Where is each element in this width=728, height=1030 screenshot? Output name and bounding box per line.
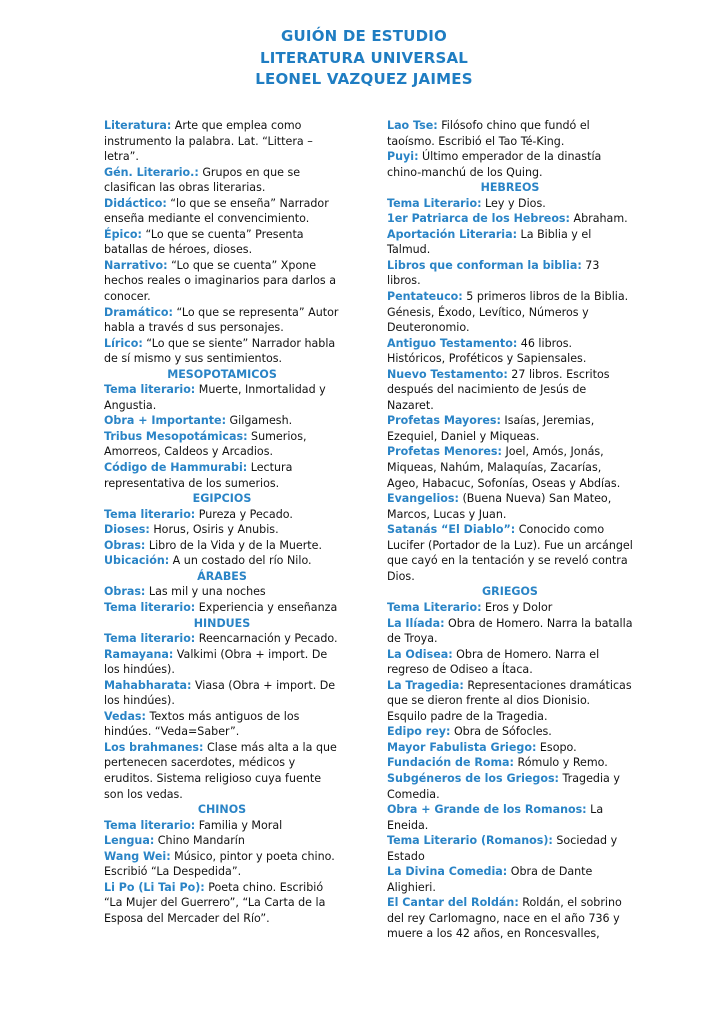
- entry-term: Pentateuco:: [387, 290, 463, 304]
- definition-entry: [387, 755, 633, 771]
- definition-entry: [387, 864, 633, 895]
- definition-entry: [387, 678, 633, 725]
- definition-entry: [104, 600, 340, 616]
- entry-description: “Lo que se cuenta” Presenta batallas de héroes, dioses.: [104, 227, 304, 257]
- definition-entry: [104, 429, 340, 460]
- entry-description: “Lo que se siente” Narrador habla de sí mismo y sus sentimientos.: [104, 336, 336, 366]
- entry-term: Obra + Importante:: [104, 414, 227, 428]
- entry-term: Literatura:: [104, 119, 172, 132]
- entry-description: Textos más antiguos de los hindúes. “Veda=Saber”.: [104, 709, 300, 739]
- entry-description: Las mil y una noches: [145, 585, 266, 599]
- entry-description: Representaciones dramáticas que se dieron frente al dios Dionisio. Esquilo padre de la Tragedia.: [387, 678, 632, 723]
- entry-description: Isaías, Jeremias, Ezequiel, Daniel y Miqueas.: [387, 414, 595, 443]
- definition-entry: [387, 522, 633, 584]
- entry-term: Dioses:: [104, 523, 150, 537]
- entry-term: El Cantar del Roldán:: [387, 896, 519, 910]
- entry-term: Mayor Fabulista Griego:: [387, 740, 537, 754]
- definition-entry: [387, 336, 633, 367]
- entry-term: Tema Literario (Romanos):: [387, 834, 553, 848]
- entry-term: Aportación Literaria:: [387, 227, 518, 241]
- entry-term: Dramático:: [104, 305, 173, 319]
- entry-term: Puyi:: [387, 150, 419, 164]
- entry-description: Lectura representativa de los sumerios.: [104, 461, 293, 490]
- definition-entry: [104, 382, 340, 413]
- entry-term: Subgéneros de los Griegos:: [387, 771, 559, 785]
- title-line-3: LEONEL VAZQUEZ JAIMES: [255, 70, 473, 88]
- entry-description: Obra de Sófocles.: [450, 725, 552, 739]
- entry-term: Tribus Mesopotámicas:: [104, 429, 248, 443]
- entry-term: Narrativo:: [104, 258, 168, 272]
- entry-description: Pureza y Pecado.: [195, 507, 293, 521]
- entry-term: Tema literario:: [104, 507, 196, 521]
- entry-description: Rómulo y Remo.: [513, 756, 608, 770]
- definition-entry: [387, 833, 633, 864]
- entry-term: Evangelios:: [387, 492, 459, 506]
- entry-description: Horus, Osiris y Anubis.: [149, 523, 279, 537]
- entry-description: La Eneida.: [387, 803, 604, 832]
- entry-term: Lao Tse:: [387, 119, 438, 132]
- entry-description: “lo que se enseña” Narrador enseña mediante el convencimiento.: [104, 196, 329, 226]
- definition-entry: [104, 305, 340, 336]
- definition-entry: [387, 647, 633, 678]
- definition-entry: [104, 709, 340, 740]
- definition-entry: [387, 600, 633, 616]
- entry-description: Ley y Dios.: [481, 196, 546, 210]
- definition-entry: [104, 678, 340, 709]
- entry-description: Clase más alta a la que pertenecen sacerdotes, médicos y eruditos. Sistema religioso cuya fuente son los vedas.: [104, 740, 337, 801]
- entry-term: Tema literario:: [104, 600, 196, 614]
- right-column: [387, 118, 633, 942]
- entry-description: Obra de Dante Alighieri.: [387, 865, 593, 894]
- entry-description: Poeta chino. Escribió “La Mujer del Guerrero”, “La Carta de la Esposa del Mercader del Río”.: [104, 880, 326, 925]
- entry-description: Último emperador de la dinastía chino-manchú de los Quing.: [387, 150, 602, 179]
- definition-entry: [387, 491, 633, 522]
- entry-term: La Odisea:: [387, 647, 453, 661]
- definition-entry: [104, 336, 340, 367]
- left-column: [104, 118, 340, 926]
- definition-entry: [104, 258, 340, 305]
- entry-term: Mahabharata:: [104, 678, 192, 692]
- entry-term: Obras:: [104, 585, 146, 599]
- definition-entry: [104, 833, 340, 849]
- entry-description: Grupos en que se clasifican las obras literarias.: [104, 165, 301, 195]
- entry-description: Valkimi (Obra + import. De los hindúes).: [104, 647, 328, 677]
- entry-description: Abraham.: [569, 212, 628, 226]
- entry-term: La Divina Comedia:: [387, 865, 508, 879]
- entry-description: A un costado del río Nilo.: [169, 554, 312, 568]
- definition-entry: [104, 227, 340, 258]
- entry-term: Edipo rey:: [387, 725, 451, 739]
- definition-entry: [387, 771, 633, 802]
- entry-description: Reencarnación y Pecado.: [195, 632, 338, 646]
- section-heading: CHINOS: [197, 803, 247, 817]
- entry-term: Antiguo Testamento:: [387, 336, 518, 350]
- section-heading: MESOPOTAMICOS: [167, 367, 277, 381]
- entry-description: “Lo que se representa” Autor habla a través d sus personajes.: [104, 305, 339, 335]
- definition-entry: [387, 444, 633, 491]
- section-heading: HEBREOS: [480, 181, 540, 195]
- entry-description: Sociedad y Estado: [387, 834, 618, 863]
- definition-entry: [104, 538, 340, 554]
- definition-entry: [104, 165, 340, 196]
- definition-entry: [387, 258, 633, 289]
- entry-term: Tema literario:: [104, 383, 196, 397]
- entry-description: (Buena Nueva) San Mateo, Marcos, Lucas y Juan.: [387, 492, 612, 521]
- section-heading: HINDUES: [193, 616, 251, 630]
- entry-term: Tema Literario:: [387, 196, 482, 210]
- definition-entry: [104, 584, 340, 600]
- definition-entry: [387, 149, 633, 180]
- entry-description: Arte que emplea como instrumento la palabra. Lat. “Littera – letra”.: [104, 119, 313, 164]
- entry-term: Tema literario:: [104, 632, 196, 646]
- definition-entry: [387, 724, 633, 740]
- entry-term: Lengua:: [104, 834, 155, 848]
- entry-term: Li Po (Li Tai Po):: [104, 880, 205, 894]
- definition-entry: [104, 553, 340, 569]
- entry-description: Experiencia y enseñanza: [195, 600, 338, 614]
- entry-description: Tragedia y Comedia.: [387, 771, 620, 801]
- entry-term: Didáctico:: [104, 196, 167, 210]
- definition-entry: [387, 211, 633, 227]
- entry-description: Chino Mandarín: [154, 834, 245, 848]
- definition-entry: [104, 647, 340, 678]
- entry-description: Libro de la Vida y de la Muerte.: [145, 538, 323, 552]
- definition-entry: [387, 413, 633, 444]
- section-heading: GRIEGOS: [482, 585, 538, 599]
- definition-entry: [387, 196, 633, 212]
- entry-term: Tema literario:: [104, 818, 196, 832]
- entry-term: Fundación de Roma:: [387, 756, 514, 770]
- definition-entry: [387, 227, 633, 258]
- entry-description: Viasa (Obra + import. De los hindúes).: [104, 678, 336, 708]
- definition-entry: [387, 616, 633, 647]
- definition-entry: [387, 802, 633, 833]
- entry-term: La Tragedia:: [387, 678, 464, 692]
- definition-entry: [104, 413, 340, 429]
- definition-entry: [104, 460, 340, 491]
- entry-description: “Lo que se cuenta” Xpone hechos reales o imaginarios para darlos a conocer.: [104, 258, 337, 304]
- entry-term: La Ilíada:: [387, 616, 445, 630]
- title-line-2: LITERATURA UNIVERSAL: [259, 48, 469, 67]
- definition-entry: [104, 740, 340, 802]
- definition-entry: [387, 118, 633, 149]
- entry-description: 73 libros.: [387, 258, 600, 288]
- entry-term: Libros que conforman la biblia:: [387, 258, 582, 272]
- definition-entry: [104, 507, 340, 523]
- definition-entry: [104, 631, 340, 647]
- entry-term: Vedas:: [104, 709, 146, 723]
- entry-description: Muerte, Inmortalidad y Angustia.: [104, 383, 326, 412]
- entry-term: Ubicación:: [104, 554, 170, 568]
- entry-term: Gén. Literario.:: [104, 165, 199, 179]
- definition-entry: [104, 818, 340, 834]
- definition-entry: [104, 196, 340, 227]
- entry-term: 1er Patriarca de los Hebreos:: [387, 212, 570, 226]
- entry-term: Lírico:: [104, 336, 143, 350]
- entry-description: Eros y Dolor: [481, 600, 553, 614]
- definition-entry: [387, 895, 633, 942]
- definition-entry: [387, 740, 633, 756]
- entry-term: Nuevo Testamento:: [387, 367, 508, 381]
- section-heading: EGIPCIOS: [192, 492, 252, 506]
- entry-description: 5 primeros libros de la Biblia. Génesis, Éxodo, Levítico, Números y Deuteronomio.: [387, 290, 629, 335]
- entry-description: 27 libros. Escritos después del nacimiento de Jesús de Nazaret.: [387, 367, 610, 412]
- entry-description: Gilgamesh.: [226, 414, 293, 428]
- entry-description: La Biblia y el Talmud.: [387, 227, 592, 257]
- entry-term: Tema Literario:: [387, 600, 482, 614]
- definition-entry: [104, 522, 340, 538]
- entry-term: Obra + Grande de los Romanos:: [387, 803, 587, 817]
- entry-term: Obras:: [104, 538, 146, 552]
- entry-term: Profetas Menores:: [387, 445, 502, 459]
- document-title: [0, 26, 728, 91]
- definition-entry: [387, 289, 633, 336]
- entry-term: Código de Hammurabi:: [104, 461, 248, 475]
- definition-entry: [387, 367, 633, 414]
- entry-description: Esopo.: [536, 740, 577, 754]
- entry-description: Sumerios, Amorreos, Caldeos y Arcadios.: [104, 429, 307, 459]
- entry-term: Wang Wei:: [104, 849, 171, 863]
- title-line-1: GUIÓN DE ESTUDIO: [281, 27, 447, 45]
- entry-description: Roldán, el sobrino del rey Carlomagno, nace en el año 736 y muere a los 42 años, en Roncesvalles,: [387, 896, 622, 941]
- definition-entry: [104, 849, 340, 880]
- entry-description: Obra de Homero. Narra el regreso de Odiseo a Ítaca.: [387, 647, 600, 677]
- entry-term: Los brahmanes:: [104, 740, 204, 754]
- entry-description: Familia y Moral: [195, 818, 283, 832]
- entry-term: Profetas Mayores:: [387, 414, 501, 428]
- entry-term: Épico:: [104, 227, 142, 241]
- entry-term: Ramayana:: [104, 647, 174, 661]
- entry-description: 46 libros. Históricos, Proféticos y Sapiensales.: [387, 336, 587, 366]
- entry-description: Filósofo chino que fundó el taoísmo. Escribió el Tao Té-King.: [387, 119, 590, 148]
- definition-entry: [104, 118, 340, 165]
- entry-description: Conocido como Lucifer (Portador de la Luz). Fue un arcángel que cayó en la tentación y se reveló contra Dios.: [387, 523, 633, 583]
- entry-description: Obra de Homero. Narra la batalla de Troya.: [387, 616, 633, 646]
- definition-entry: [104, 880, 340, 927]
- entry-term: Satanás “El Diablo”:: [387, 523, 516, 537]
- section-heading: ÁRABES: [197, 569, 247, 583]
- entry-description: Joel, Amós, Jonás, Miqueas, Nahúm, Malaquías, Zacarías, Ageo, Habacuc, Sofonías, Oseas y Abdías.: [387, 445, 621, 490]
- entry-description: Músico, pintor y poeta chino. Escribió “La Despedida”.: [104, 849, 335, 879]
